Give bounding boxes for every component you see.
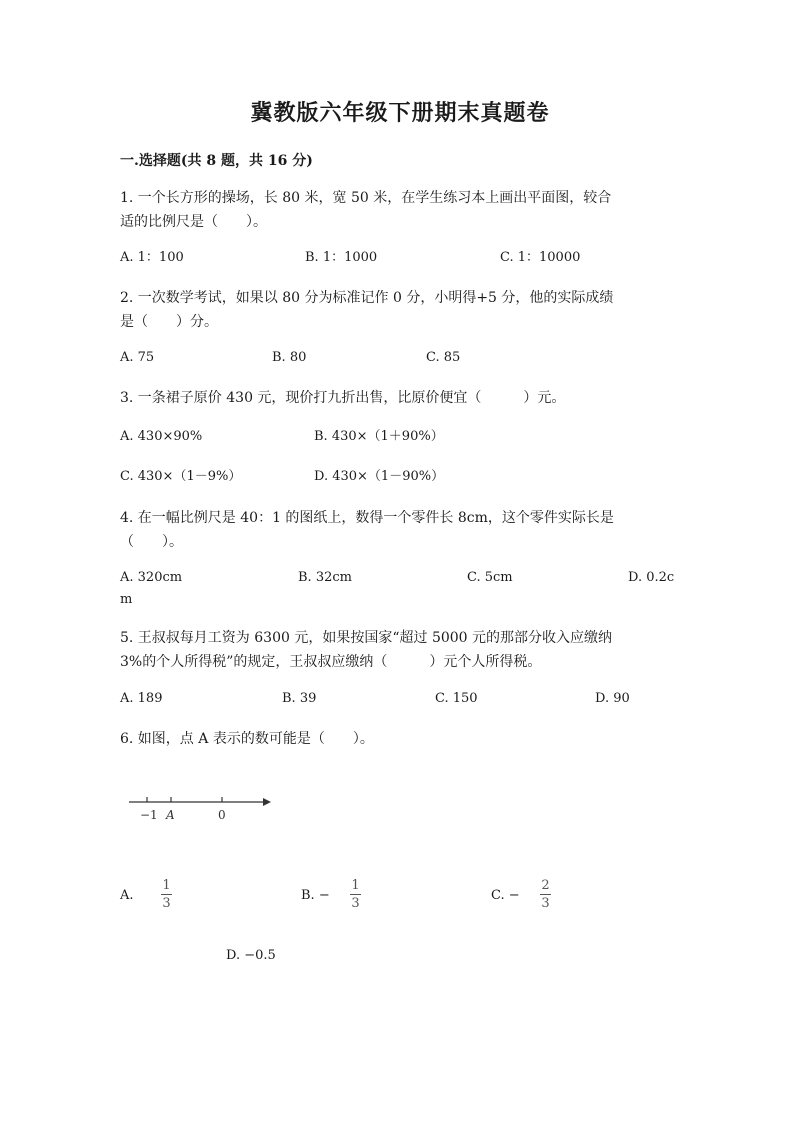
option-b[interactable]: B. − [301,888,330,903]
question-6 [120,727,680,751]
option-c[interactable]: C. − [491,888,520,903]
question-text: 3%的个人所得税”的规定，王叔叔应缴纳（ ）元个人所得税。 [120,654,542,670]
option-c[interactable]: C. 1：10000 [500,250,581,265]
question-text: 5. 王叔叔每月工资为 6300 元，如果按国家“超过 5000 元的那部分收入应缴纳 [120,630,613,646]
fraction-bar [350,894,361,895]
label-zero: 0 [218,808,226,822]
option-d[interactable]: D. 430×（1－90%） [314,469,445,484]
fraction-bar [161,894,172,895]
fraction-b [350,878,361,911]
question-4 [120,506,680,554]
question-text: 2. 一次数学考试，如果以 80 分为标准记作 0 分，小明得+5 分，他的实际成绩 [120,290,614,306]
option-b[interactable]: B. 80 [272,350,307,365]
page-title: 冀教版六年级下册期末真题卷 [250,100,550,126]
question-2 [120,286,680,334]
numerator: 2 [541,878,550,893]
option-c[interactable]: C. 150 [435,691,478,706]
question-3 [120,386,680,410]
option-b[interactable]: B. 430×（1＋90%） [314,429,444,444]
numerator: 1 [162,878,171,893]
question-text: （ ）。 [120,534,183,550]
option-b[interactable]: B. 32cm [298,570,352,585]
fraction-bar [540,894,551,895]
question-5 [120,626,680,674]
option-c[interactable]: C. 5cm [467,570,513,585]
section-heading: 一.选择题(共 8 题，共 16 分) [120,153,313,169]
fraction-a [161,878,172,911]
option-a[interactable]: A. 430×90% [120,429,203,444]
option-b[interactable]: B. 1：1000 [305,250,378,265]
option-a[interactable]: A. [120,888,134,903]
question-text: 是（ ）分。 [120,314,218,330]
label-minus-one: −1 [140,808,158,822]
option-a[interactable]: A. 75 [120,350,155,365]
option-c[interactable]: C. 85 [426,350,461,365]
option-b[interactable]: B. 39 [282,691,317,706]
question-text: 1. 一个长方形的操场，长 80 米，宽 50 米，在学生练习本上画出平面图，较合 [120,190,612,206]
denominator: 3 [162,896,171,911]
option-a[interactable]: A. 320cm [120,570,183,585]
question-text: 4. 在一幅比例尺是 40：1 的图纸上，数得一个零件长 8cm，这个零件实际长是 [120,510,614,526]
option-d[interactable]: D. 90 [595,691,630,706]
arrow-head-icon [263,798,271,806]
question-1 [120,186,680,234]
numerator: 1 [351,878,360,893]
question-text: 3. 一条裙子原价 430 元，现价打九折出售，比原价便宜（ ）元。 [120,390,566,406]
option-d[interactable]: D. −0.5 [226,948,276,963]
option-a[interactable]: A. 189 [120,691,163,706]
denominator: 3 [541,896,550,911]
option-d[interactable]: D. 0.2c [628,570,675,585]
option-c[interactable]: C. 430×（1－9%） [120,469,242,484]
fraction-c [540,878,551,911]
option-d-wrap: m [120,592,133,607]
question-text: 适的比例尺是（ ）。 [120,214,267,230]
denominator: 3 [351,896,360,911]
number-line-figure [125,790,275,826]
question-text: 6. 如图，点 A 表示的数可能是（ ）。 [120,731,374,747]
option-a[interactable]: A. 1：100 [120,250,184,265]
label-point-a: A [166,808,175,822]
